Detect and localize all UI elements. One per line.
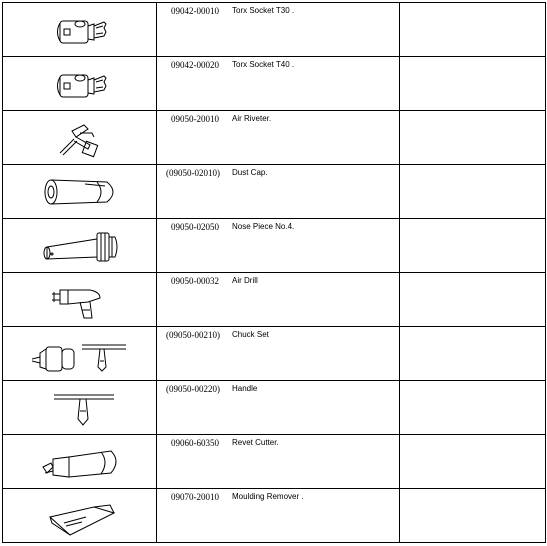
tool-name: Dust Cap. (232, 168, 268, 177)
handle-icon (30, 385, 130, 431)
part-number: (09050-02010) (166, 168, 220, 178)
tool-name: Torx Socket T40 . (232, 60, 295, 69)
tool-image-cell (3, 165, 157, 219)
table-row (3, 57, 546, 111)
blank-cell (400, 381, 546, 435)
table-row (3, 489, 546, 543)
rivet-cutter-icon (25, 439, 135, 485)
part-number: 09050-20010 (171, 114, 219, 124)
tool-name: Air Drill (232, 276, 258, 285)
tool-description-cell (157, 381, 400, 435)
tool-image-cell (3, 435, 157, 489)
table-row (3, 327, 546, 381)
tool-image-cell (3, 489, 157, 543)
tool-name: Moulding Remover . (232, 492, 304, 501)
tool-description-cell (157, 111, 400, 165)
tool-name: Torx Socket T30 . (232, 6, 295, 15)
part-number: 09050-02050 (171, 222, 219, 232)
tool-name: Chuck Set (232, 330, 269, 339)
blank-cell (400, 219, 546, 273)
tool-name: Nose Piece No.4. (232, 222, 295, 231)
part-number: 09060-60350 (171, 438, 219, 448)
table-row (3, 219, 546, 273)
tool-name: Handle (232, 384, 258, 393)
table-row (3, 3, 546, 57)
tool-image-cell (3, 3, 157, 57)
part-number: (09050-00210) (166, 330, 220, 340)
tool-image-cell (3, 273, 157, 327)
part-number: 09042-00010 (171, 6, 219, 16)
table-row (3, 435, 546, 489)
tool-description-cell (157, 57, 400, 111)
air-riveter-icon (30, 115, 130, 161)
blank-cell (400, 165, 546, 219)
tool-description-cell (157, 219, 400, 273)
table-row (3, 111, 546, 165)
part-number: 09050-00032 (171, 276, 219, 286)
tool-name: Air Riveter. (232, 114, 272, 123)
moulding-remover-icon (30, 493, 130, 539)
tools-table (2, 2, 546, 543)
tool-description-cell (157, 489, 400, 543)
tool-image-cell (3, 111, 157, 165)
torx-socket-icon (30, 62, 130, 106)
part-number: 09070-20010 (171, 492, 219, 502)
part-number: (09050-00220) (166, 384, 220, 394)
tool-image-cell (3, 381, 157, 435)
tool-description-cell (157, 165, 400, 219)
tool-description-cell (157, 3, 400, 57)
nose-piece-icon (25, 223, 135, 269)
dust-cap-icon (25, 170, 135, 214)
blank-cell (400, 111, 546, 165)
tool-description-cell (157, 327, 400, 381)
table-row (3, 381, 546, 435)
blank-cell (400, 273, 546, 327)
tool-description-cell (157, 273, 400, 327)
tool-image-cell (3, 327, 157, 381)
chuck-set-icon (20, 331, 140, 377)
part-number: 09042-00020 (171, 60, 219, 70)
tool-image-cell (3, 219, 157, 273)
blank-cell (400, 435, 546, 489)
blank-cell (400, 327, 546, 381)
tool-description-cell (157, 435, 400, 489)
table-row (3, 165, 546, 219)
tool-name: Revet Cutter. (232, 438, 279, 447)
table-row (3, 273, 546, 327)
tool-image-cell (3, 57, 157, 111)
blank-cell (400, 489, 546, 543)
air-drill-icon (30, 278, 130, 322)
torx-socket-icon (30, 8, 130, 52)
blank-cell (400, 3, 546, 57)
blank-cell (400, 57, 546, 111)
